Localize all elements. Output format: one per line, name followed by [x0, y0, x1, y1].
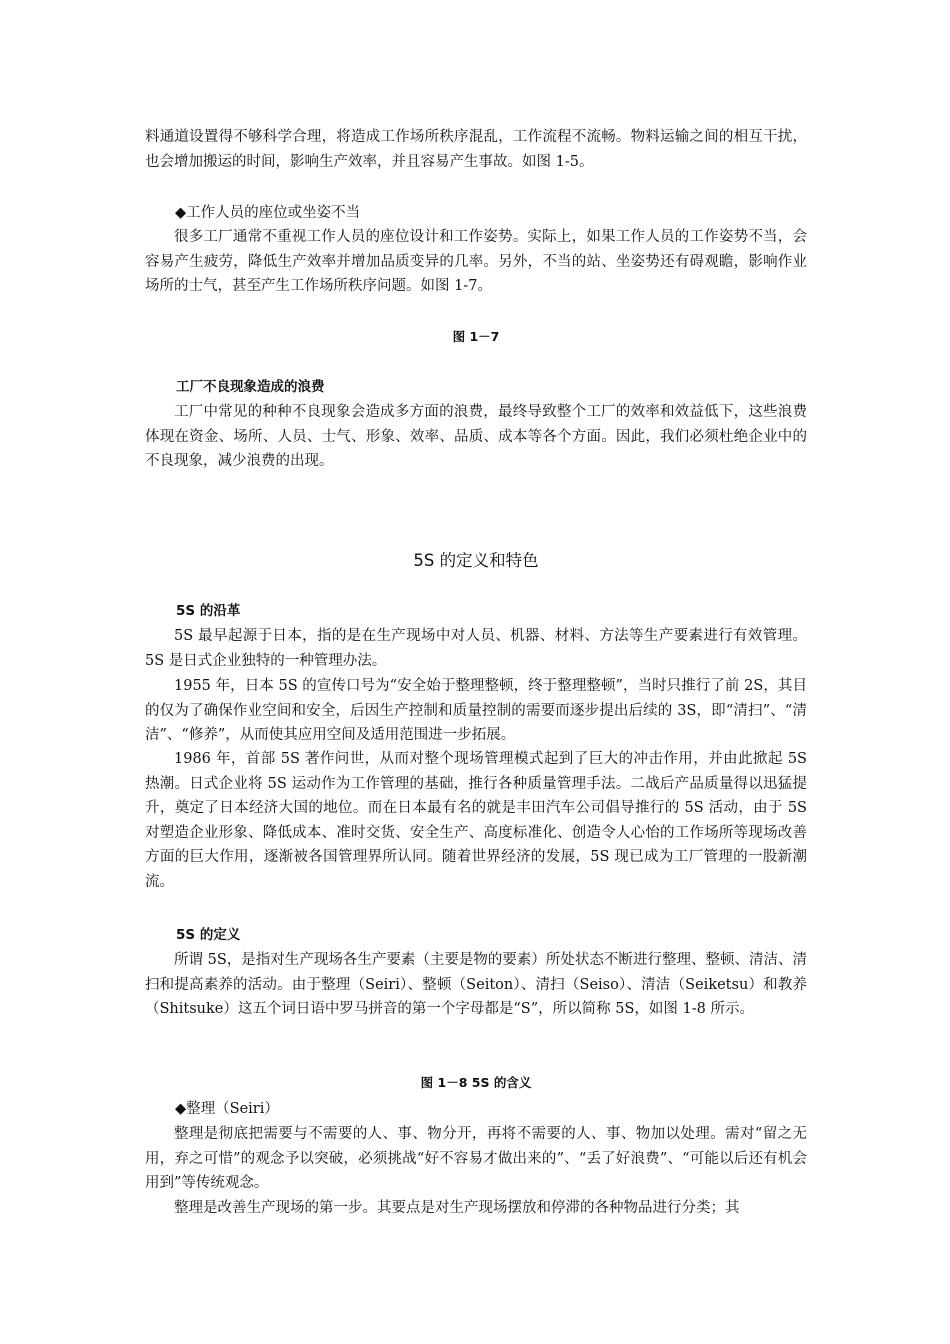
heading-5s-history: 5S 的沿革: [176, 603, 241, 619]
heading-waste: 工厂不良现象造成的浪费: [176, 379, 325, 395]
paragraph-material-passage: 料通道设置得不够科学合理，将造成工作场所秩序混乱，工作流程不流畅。物料运输之间的相互干扰，也会增加搬运的时间，影响生产效率，并且容易产生事故。如图 1-5。: [145, 129, 807, 170]
bullet-worker-posture: ◆工作人员的座位或坐姿不当: [175, 205, 361, 221]
figure-caption-1-8: 图 1－8 5S 的含义: [420, 1075, 532, 1090]
paragraph-5s-definition: 所谓 5S，是指对生产现场各生产要素（主要是物的要素）所处状态不断进行整理、整顿、清洁、清扫和提高素养的活动。由于整理（Seiri）、整顿（Seiton）、清扫（Seiso）、清洁（Seiketsu）和教养（Shitsuke）这五个词日语中罗马拼音的第一个字母都是“S”，所以简称 5S，如图 1-8 所示。: [145, 952, 807, 1017]
paragraph-seiri-2: 整理是改善生产现场的第一步。其要点是对生产现场摆放和停滞的各种物品进行分类；其: [174, 1200, 740, 1216]
paragraph-seiri-1: 整理是彻底把需要与不需要的人、事、物分开，再将不需要的人、事、物加以处理。需对“留之无用，弃之可惜”的观念予以突破，必须挑战“好不容易才做出来的”、“丢了好浪费”、“可能以后还有机会用到”等传统观念。: [145, 1126, 807, 1191]
paragraph-worker-posture: 很多工厂通常不重视工作人员的座位设计和工作姿势。实际上，如果工作人员的工作姿势不当，会容易产生疲劳，降低生产效率并增加品质变异的几率。另外，不当的站、坐姿势还有碍观瞻，影响作业场所的士气，甚至产生工作场所秩序问题。如图 1-7。: [145, 229, 807, 294]
paragraph-waste: 工厂中常见的种种不良现象会造成多方面的浪费，最终导致整个工厂的效率和效益低下，这些浪费体现在资金、场所、人员、士气、形象、效率、品质、成本等各个方面。因此，我们必须杜绝企业中的不良现象，减少浪费的出现。: [145, 404, 807, 469]
paragraph-5s-history-3: 1986 年，首部 5S 著作问世，从而对整个现场管理模式起到了巨大的冲击作用，并由此掀起 5S 热潮。日式企业将 5S 运动作为工作管理的基础，推行各种质量管理手法。二战后产品质量得以迅猛提升，奠定了日本经济大国的地位。而在日本最有名的就是丰田汽车公司倡导推行的 5S 活动，由于 5S 对塑造企业形象、降低成本、准时交货、安全生产、高度标准化、创造令人心怡的工作场所等现场改善方面的巨大作用，逐渐被各国管理界所认同。随着世界经济的发展，5S 现已成为工厂管理的一股新潮流。: [145, 751, 807, 890]
paragraph-5s-history-2: 1955 年，日本 5S 的宣传口号为“安全始于整理整顿，终于整理整顿”，当时只推行了前 2S，其目的仅为了确保作业空间和安全，后因生产控制和质量控制的需要而逐步提出后续的 3S，即“清扫”、“清洁”、“修养”，从而使其应用空间及适用范围进一步拓展。: [145, 678, 807, 743]
paragraph-5s-history-1: 5S 最早起源于日本，指的是在生产现场中对人员、机器、材料、方法等生产要素进行有效管理。5S 是日式企业独特的一种管理办法。: [145, 628, 807, 669]
bullet-seiri: ◆整理（Seiri）: [175, 1101, 279, 1117]
heading-5s-definition: 5S 的定义: [176, 927, 241, 943]
section-title-5s: 5S 的定义和特色: [413, 551, 539, 570]
figure-caption-1-7: 图 1－7: [452, 329, 500, 344]
